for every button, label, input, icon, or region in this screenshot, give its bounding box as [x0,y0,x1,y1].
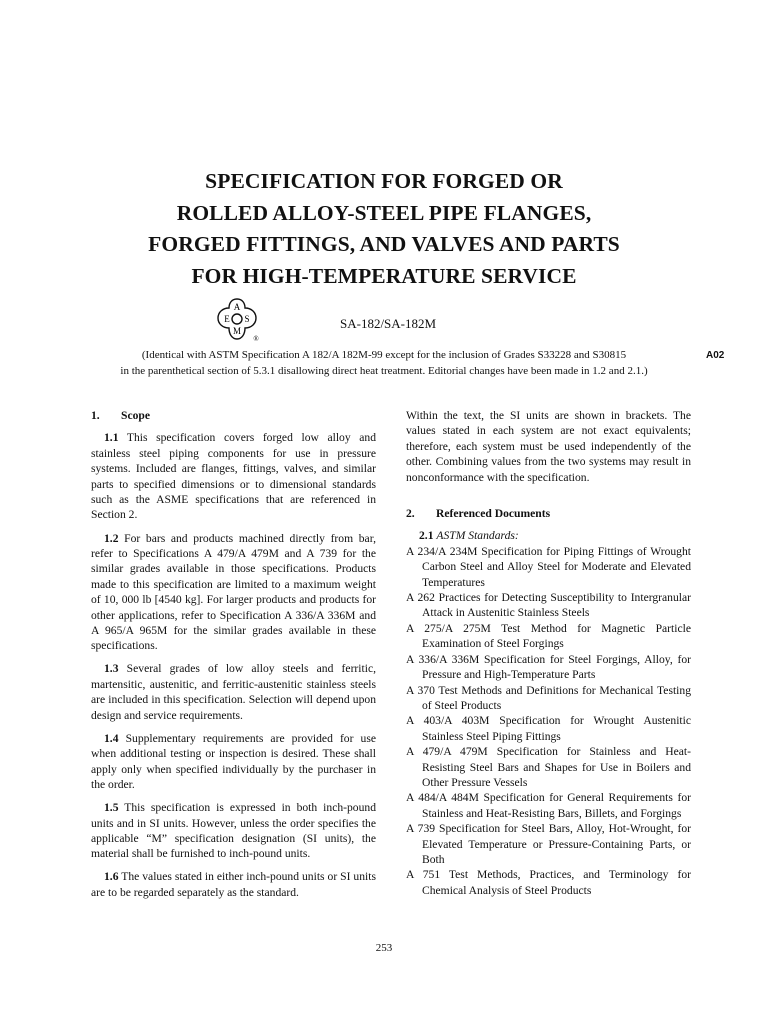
section-title: Referenced Documents [436,507,551,521]
subsection-astm-standards [406,528,691,543]
reference-item: A 262 Practices for Detecting Susceptibility to Intergranular Attack in Austenitic Stainless Steels [406,591,691,620]
note-line: (Identical with ASTM Specification A 182/A 182M-99 except for the inclusion of Grades S33228 and S30815 [141,349,627,361]
reference-item: A 739 Specification for Steel Bars, Alloy, Hot-Wrought, for Elevated Temperature or Pressure-Containing Parts, or Both [406,822,691,866]
paragraph-text: The values stated in either inch-pound units or SI units are to be regarded separately as the standard. [91,870,376,899]
paragraph-1-4 [91,731,376,793]
page-number: 253 [375,942,393,954]
logo-letter: S [244,314,250,324]
subsection-title: ASTM Standards: [436,529,519,543]
logo-letter: E [224,314,230,324]
section-title: Scope [121,409,150,422]
reference-item: A 275/A 275M Test Method for Magnetic Particle Examination of Steel Forgings [406,621,691,651]
reference-item: A 370 Test Methods and Definitions for Mechanical Testing of Steel Products [406,683,691,712]
reference-item: A 336/A 336M Specification for Steel Forgings, Alloy, for Pressure and High-Temperature Parts [406,652,691,682]
paragraph-1-5 [91,800,376,862]
paragraph-text: For bars and products machined directly from bar, refer to Specifications A 479/A 479M and A 739 for the similar grades available in those specifications. Products made to this specification are limited to a maximum weight of 10, 000 lb [4540 kg]. For larger products and products for other applications, refer to Specification A 336/A 336M and A 965/A 965M for the similar grades available in these specifications. [91,531,376,653]
paragraph-text: This specification is expressed in both inch-pound units and in SI units. However, unless the order specifies the applicable “M” specification designation (SI units), the material shall be furnished to inch-pound units. [91,801,376,861]
paragraph-continuation: Within the text, the SI units are shown in brackets. The values stated in each system are not exact equivalents; therefore, each system must be used independently of the other. Combining values from the two systems may result in nonconformance with the specification. [406,409,691,484]
paragraph-1-3 [91,661,376,723]
paragraph-1-2 [91,531,376,654]
section-heading-referenced-documents [406,506,691,521]
revision-margin-mark: A02 [706,350,725,361]
paragraph-number: 1.4 [104,731,119,745]
reference-item: A 403/A 403M Specification for Wrought Austenitic Stainless Steel Piping Fittings [406,714,691,743]
paragraph-number: 1.5 [104,801,119,815]
right-column [406,408,691,898]
logo-letter: A [233,302,241,312]
section-heading-scope [91,408,376,423]
registered-mark: ® [253,335,259,343]
paragraph-text: Supplementary requirements are provided for use when additional testing or inspection is desired. These shall apply only when specified individually by the purchaser in the order. [91,731,376,791]
paragraph-1-6 [91,869,376,900]
reference-item: A 484/A 484M Specification for General Requirements for Stainless and Heat-Resisting Bars, Billets, and Forgings [406,791,691,820]
reference-item: A 234/A 234M Specification for Piping Fittings of Wrought Carbon Steel and Alloy Steel for Moderate and Elevated Temperatures [406,544,691,589]
document-title [0,166,768,292]
note-line: in the parenthetical section of 5.3.1 disallowing direct heat treatment. Editorial changes have been made in 1.2 and 2.1.) [120,364,648,377]
logo-letter: M [232,326,242,336]
section-number: 2. [406,507,415,521]
title-line: SPECIFICATION FOR FORGED OR [205,169,563,193]
paragraph-1-1 [91,430,376,522]
title-line: FORGED FITTINGS, AND VALVES AND PARTS [148,232,620,256]
reference-item: A 479/A 479M Specification for Stainless and Heat-Resisting Steel Bars and Shapes for Use in Boilers and Other Pressure Vessels [406,745,691,789]
paragraph-text: Several grades of low alloy steels and ferritic, martensitic, austenitic, and ferritic-austenitic stainless steels are included in this specification. Selection will depend upon design and service requirements. [91,662,376,722]
paragraph-number: 1.6 [104,870,119,884]
specification-designation: SA-182/SA-182M [340,316,437,331]
paragraph-text: This specification covers forged low alloy and stainless steel piping components for use in pressure systems. Included are flanges, fittings, valves, and similar parts to specified dimensions or to dimensional standards such as the ASME specifications that are referenced in Section 2. [91,431,376,522]
section-number: 1. [91,409,100,422]
paragraph-number: 1.1 [104,431,119,445]
title-line: FOR HIGH-TEMPERATURE SERVICE [191,263,577,288]
title-line: ROLLED ALLOY-STEEL PIPE FLANGES, [176,200,592,225]
identity-note [0,348,768,379]
subsection-number: 2.1 [419,529,434,543]
paragraph-number: 1.3 [104,662,119,676]
left-column [91,408,376,908]
reference-item: A 751 Test Methods, Practices, and Terminology for Chemical Analysis of Steel Products [406,868,691,897]
asme-stamp-logo-icon [212,296,262,344]
paragraph-number: 1.2 [104,531,119,545]
